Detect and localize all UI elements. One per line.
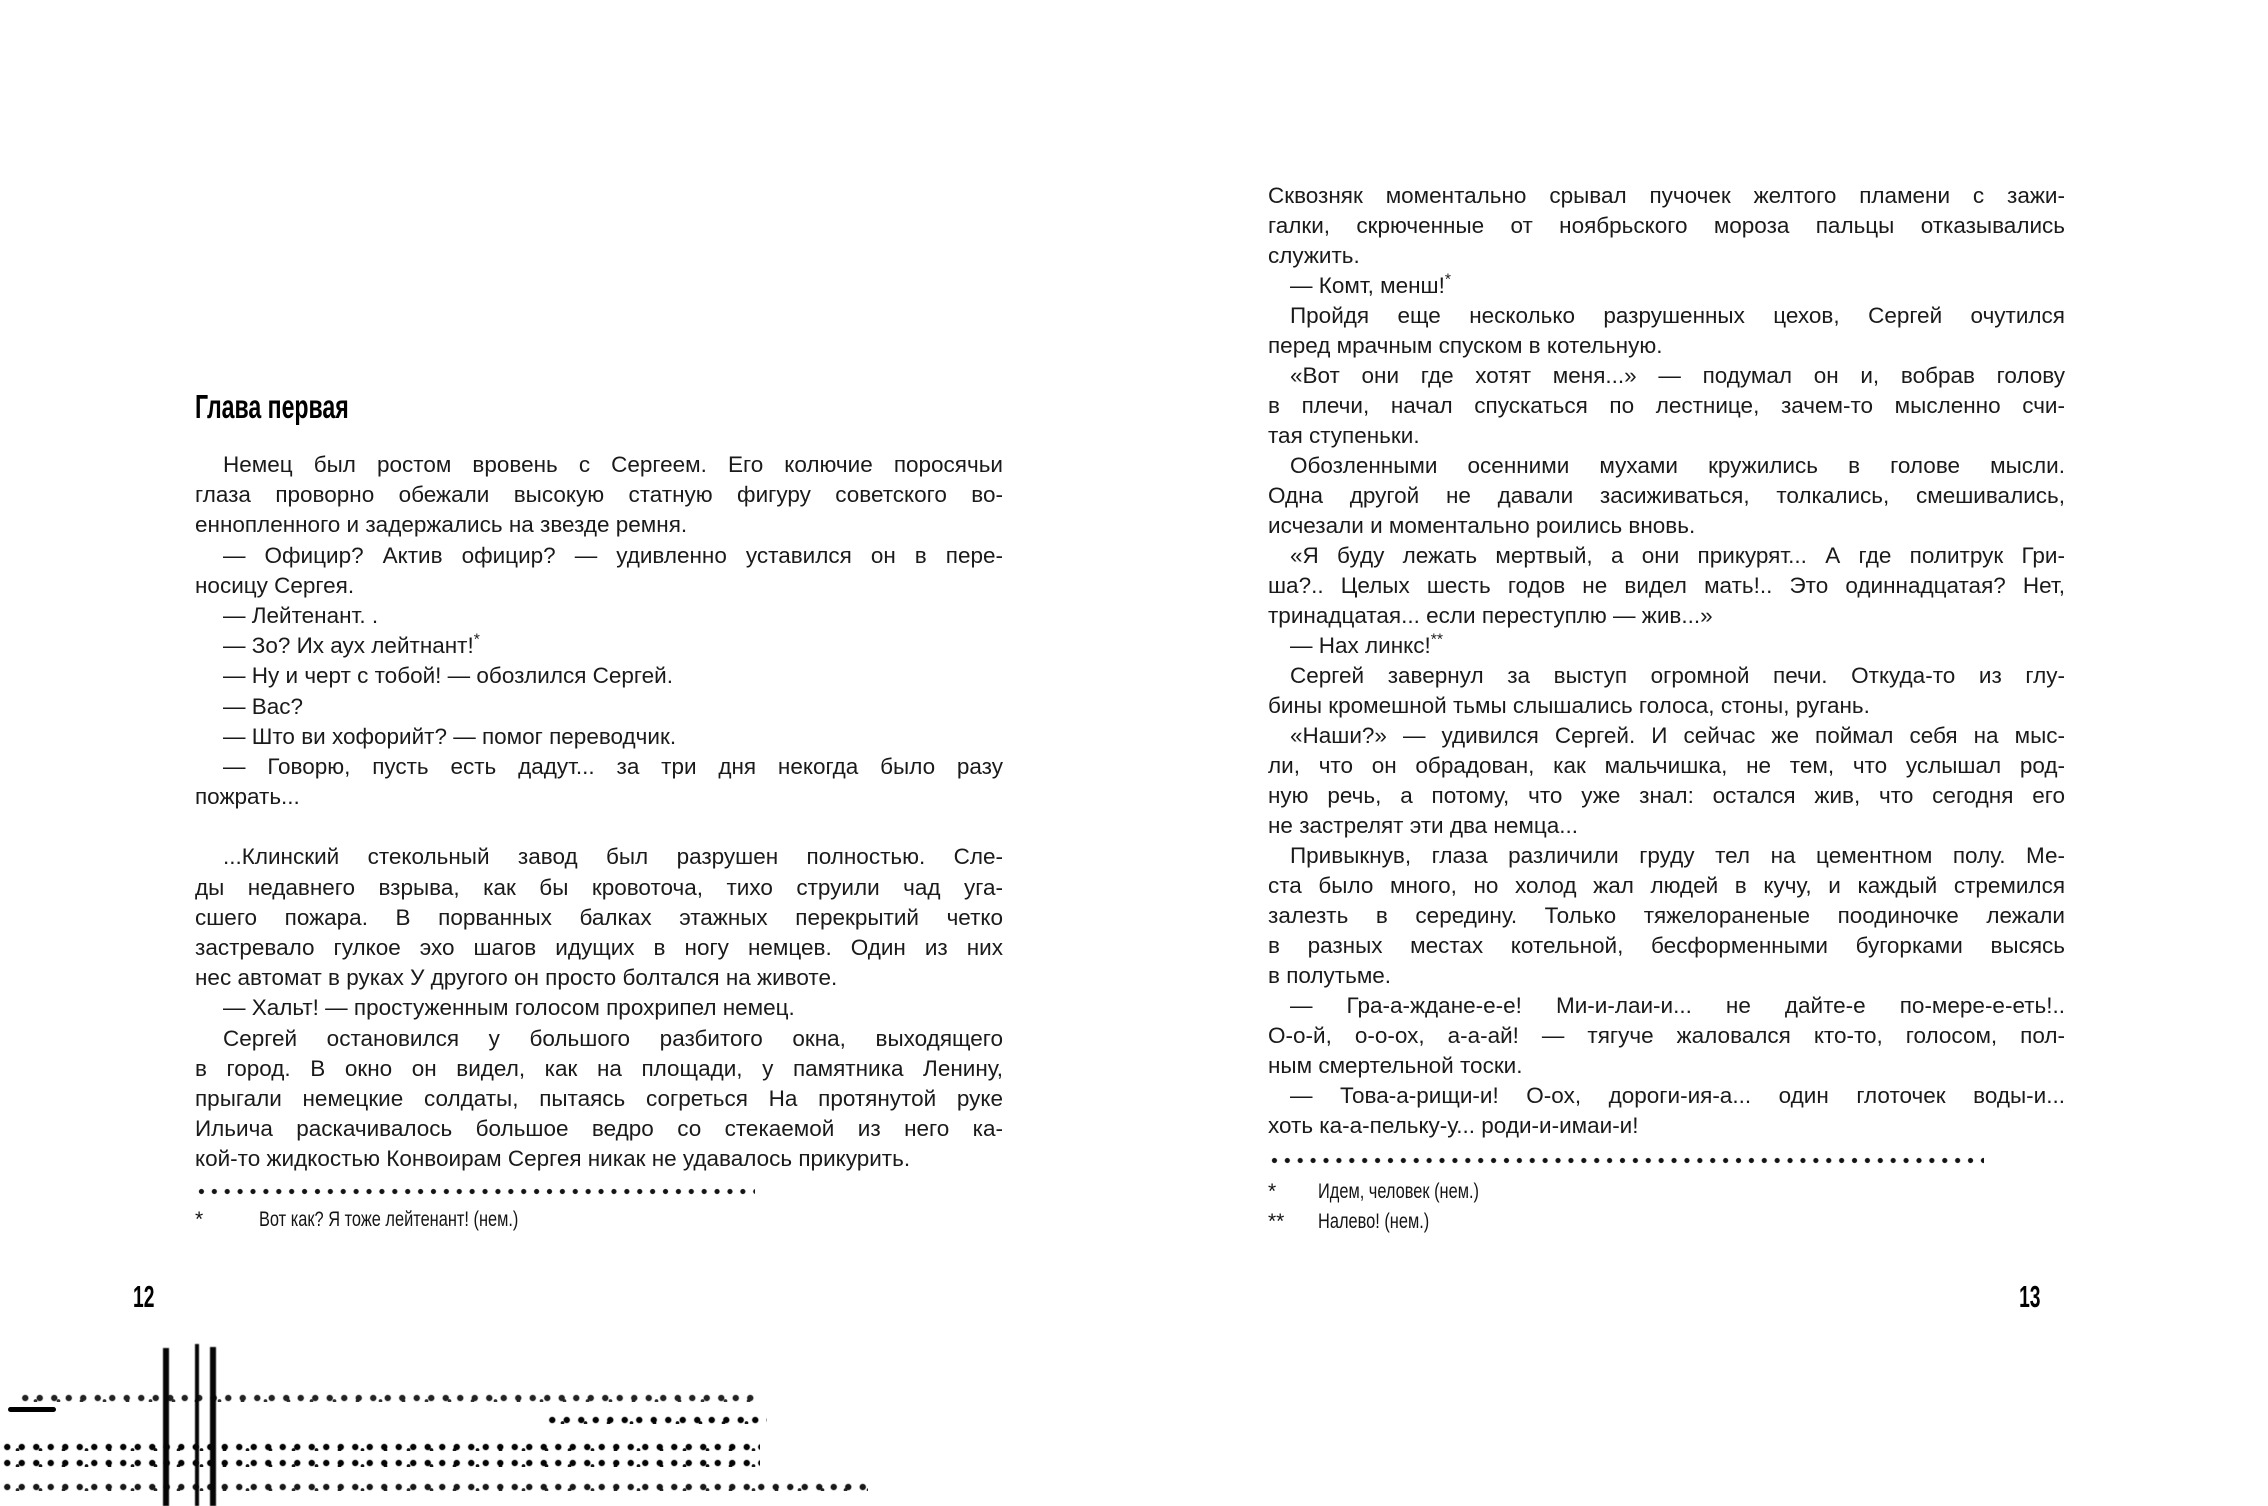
left-page-text [195, 450, 1003, 1175]
scan-noise-dash [8, 1407, 56, 1412]
scan-noise-line [163, 1348, 169, 1506]
scan-noise-row [0, 1457, 760, 1467]
text-line: хоть ка-а-пельку-у... роди-и-имаи-и! [1268, 1113, 1639, 1138]
text-line: Одна другой не давали засиживаться, толкались, смешивались, [1268, 483, 2065, 508]
text-line: прыгали немецкие солдаты, пытаясь согреться На протянутой руке [195, 1085, 1003, 1111]
text-line: Ильича раскачивалось большое ведро со стекаемой из него ка- [195, 1116, 1003, 1142]
text-line: ...Клинский стекольный завод был разрушен полностью. Сле- [223, 844, 1003, 870]
footnote-reference: * [1444, 271, 1452, 289]
text-line: — Нах линкс!** [1290, 631, 1444, 658]
scan-noise-row [0, 1441, 760, 1451]
text-line: Обозленными осенними мухами кружились в голове мысли. [1290, 453, 2065, 478]
text-line: в разных местах котельной, бесформенными бугорками высясь [1268, 933, 2065, 958]
right-page-text [1268, 181, 2065, 1141]
scan-noise-row [18, 1392, 755, 1402]
text-line: тая ступеньки. [1268, 423, 1420, 448]
text-line: «Я буду лежать мертвый, а они прикурят... А где политрук Гри- [1290, 543, 2065, 568]
text-line: О-о-й, о-о-ох, а-а-ай! — тягуче жаловался кто-то, голосом, пол- [1268, 1023, 2065, 1048]
right-page [1268, 181, 2065, 1141]
text-line: Немец был ростом вровень с Сергеем. Его колючие поросячьи [223, 452, 1003, 477]
footnote-text: Идем, человек (нем.) [1318, 1180, 1479, 1203]
text-line: сшего пожара. В порванных балках этажных перекрытий четко [195, 904, 1003, 930]
blank-line [195, 812, 1003, 842]
footnote-reference: * [473, 631, 480, 649]
text-line: — Това-а-рищи-и! О-ох, дороги-ия-а... один глоточек воды-и... [1290, 1083, 2065, 1108]
text-line: кой-то жидкостью Конвоирам Сергея никак не удавалось прикурить. [195, 1146, 911, 1172]
chapter-heading: Глава первая [195, 388, 349, 425]
text-line: служить. [1268, 243, 1360, 268]
footnote [195, 1206, 1003, 1236]
text-line: тринадцатая... если переступлю — жив...» [1268, 603, 1713, 628]
footnote-marker: * [195, 1208, 204, 1231]
text-line: в плечи, начал спускаться по лестнице, зачем-то мысленно счи- [1268, 393, 2065, 418]
footnote-separator [195, 1188, 755, 1195]
footnote-reference: ** [1430, 631, 1444, 649]
right-page-footnotes [1268, 1178, 2065, 1238]
text-line: — Што ви хофорийт? — помог переводчик. [223, 723, 677, 749]
footnote [1268, 1178, 2065, 1208]
page-number-left: 12 [133, 1279, 155, 1314]
text-line: — Гра-а-ждане-е-е! Ми-и-лаи-и... не дайте-е по-мере-е-еть!.. [1290, 993, 2065, 1018]
text-line: Пройдя еще несколько разрушенных цехов, Сергей очутился [1290, 303, 2065, 328]
text-line: застревало гулкое эхо шагов идущих в ногу немцев. Один из них [195, 935, 1003, 960]
text-line: Привыкнув, глаза различили груду тел на цементном полу. Ме- [1290, 843, 2065, 868]
left-page-footnotes [195, 1206, 1003, 1236]
scan-noise-row [545, 1414, 767, 1424]
text-line: нес автомат в руках У другого он просто болтался на животе. [195, 965, 838, 991]
footnote-marker: ** [1268, 1210, 1285, 1233]
text-line: — Вас? [223, 693, 304, 719]
footnote [1268, 1208, 2065, 1238]
text-line: ную речь, а потому, что уже знал: остался жив, что сегодня его [1268, 783, 2065, 808]
text-line: не застрелят эти два немца... [1268, 813, 1578, 838]
text-line: ды недавнего взрыва, как бы кровоточа, тихо струили чад уга- [195, 874, 1003, 900]
text-line: — Лейтенант. . [223, 602, 379, 628]
scan-noise-line [195, 1344, 199, 1506]
text-line: — Хальт! — простуженным голосом прохрипел немец. [223, 995, 795, 1021]
left-page [195, 388, 1003, 1175]
text-line: еннопленного и задержались на звезде ремня. [195, 512, 688, 538]
text-line: — Говорю, пусть есть дадут... за три дня некогда было разу [223, 753, 1003, 779]
text-line: Сергей завернул за выступ огромной печи. Откуда-то из глу- [1290, 663, 2065, 688]
text-line: «Наши?» — удивился Сергей. И сейчас же поймал себя на мыс- [1290, 723, 2065, 748]
text-line: перед мрачным спуском в котельную. [1268, 333, 1663, 358]
text-line: носицу Сергея. [195, 572, 355, 598]
text-line: исчезали и моментально роились вновь. [1268, 513, 1696, 538]
scan-noise-row [0, 1481, 868, 1491]
footnote-marker: * [1268, 1180, 1277, 1203]
text-line: — Официр? Актив официр? — удивленно уставился он в пере- [223, 542, 1003, 568]
footnote-text: Вот как? Я тоже лейтенант! (нем.) [259, 1208, 519, 1231]
footnote-text: Налево! (нем.) [1318, 1210, 1430, 1233]
text-line: глаза проворно обежали высокую статную фигуру советского во- [195, 482, 1003, 508]
text-line: бины кромешной тьмы слышались голоса, стоны, ругань. [1268, 693, 1870, 718]
text-line: пожрать... [195, 784, 300, 810]
text-line: — Комт, менш!* [1290, 271, 1452, 298]
text-line: ша?.. Целых шесть годов не видел мать!.. Это одиннадцатая? Нет, [1268, 573, 2065, 598]
text-line: «Вот они где хотят меня...» — подумал он и, вобрав голову [1290, 363, 2065, 388]
text-line: залезть в середину. Только тяжелораненые поодиночке лежали [1268, 903, 2065, 928]
text-line: — Ну и черт с тобой! — обозлился Сергей. [223, 663, 673, 689]
text-line: ста было много, но холод жал людей в кучу, и каждый стремился [1268, 873, 2065, 898]
text-line: в город. В окно он видел, как на площади, у памятника Ленину, [195, 1055, 1003, 1081]
text-line: Сквозняк моментально срывал пучочек желтого пламени с зажи- [1268, 183, 2065, 208]
text-line: ли, что он обрадован, как мальчишка, не тем, что услышал род- [1268, 753, 2065, 778]
text-line: галки, скрюченные от ноябрьского мороза пальцы отказывались [1268, 213, 2065, 238]
page-number-right: 13 [2018, 1279, 2040, 1314]
text-line: в полутьме. [1268, 963, 1392, 988]
text-line: — Зо? Их аух лейтнант!* [223, 631, 480, 659]
footnote-separator [1268, 1157, 1984, 1164]
scan-noise-line [210, 1347, 216, 1506]
text-line: ным смертельной тоски. [1268, 1053, 1523, 1078]
text-line: Сергей остановился у большого разбитого окна, выходящего [223, 1025, 1003, 1051]
